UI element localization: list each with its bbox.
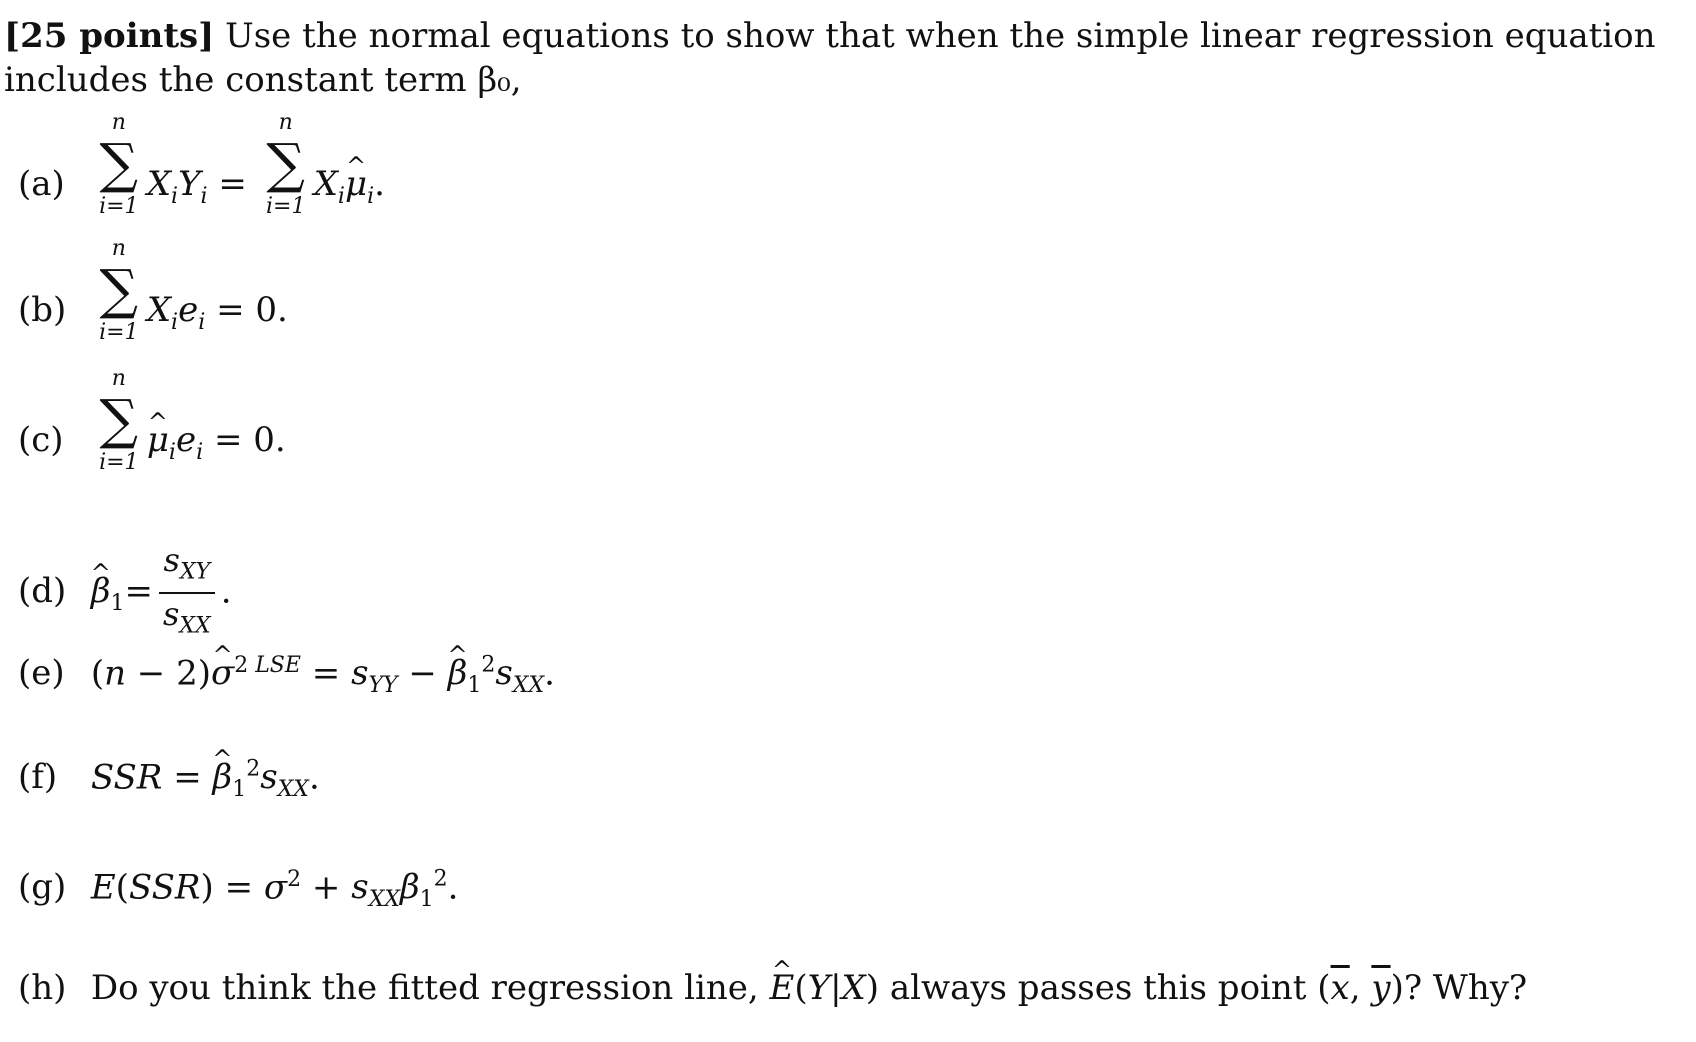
item-label: (a) (18, 164, 65, 204)
item-e: (e) (n − 2)^ $\sigma^2$ $^{LSE} = s_{YY}$ − ^ $\beta_1^2s_{XX}$. (18, 646, 555, 706)
item-b: (b) n ∑ i=1 $X_ie_i = 0$. (18, 276, 288, 348)
item-h: (h) Do you think the fitted regression line, ^ E(Y|X) always passes this point ($\overline{x}$, $\overline{y}$)? Why? (18, 968, 1527, 1008)
summation-symbol: n ∑ i=1 (265, 110, 306, 219)
item-f: (f) SSR = ^ $\beta_1^2s_{XX}$. (18, 750, 320, 810)
summation-symbol: n ∑ i=1 (99, 110, 139, 219)
item-label: (f) (18, 757, 58, 798)
summation-symbol: n ∑ i=1 (99, 236, 139, 345)
item-label: (e) (18, 653, 65, 694)
item-label: (h) (18, 968, 67, 1008)
item-a: (a) n ∑ i=1 $X_iY_i$ = n ∑ i=1 $X_i\^{}$ $\mu_i$. (18, 150, 385, 222)
points-label: [25 points] (4, 16, 215, 56)
item-g: (g) $E(SSR) = \sigma^2 + s_{XX}\beta_1^2$. (18, 867, 459, 913)
intro-text: Use the normal equations to show that when the simple linear regression equation includes the constant term β₀, (4, 16, 1656, 100)
summation-symbol: n ∑ i=1 (99, 366, 139, 475)
item-d: (d) ^ $\beta_1=$ $\frac{s_{XY}}{s_{XX}}$ . (18, 540, 232, 647)
fraction: $\frac{s_{XY}}{s_{XX}}$ (159, 540, 215, 647)
problem-statement (4, 14, 1664, 102)
item-label: (g) (18, 867, 67, 908)
item-label: (c) (18, 420, 64, 460)
item-label: (d) (18, 571, 67, 612)
item-c: (c) n ∑ i=1 ^ $\mu_ie_i = 0$. (18, 406, 286, 478)
item-label: (b) (18, 290, 67, 330)
